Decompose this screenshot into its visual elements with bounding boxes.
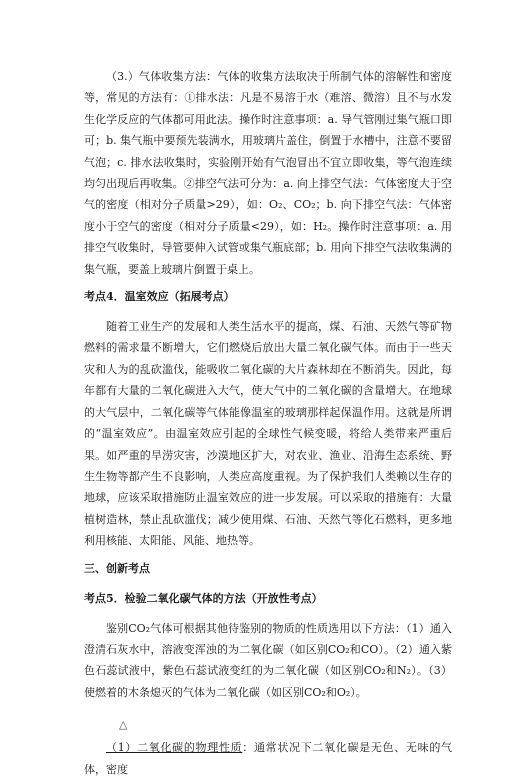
- co2-test-heading: 考点5．检验二氧化碳气体的方法（开放性考点）: [84, 591, 323, 605]
- innovation-heading: 三、创新考点: [84, 561, 150, 575]
- footer-triangle-mark: △: [119, 718, 128, 731]
- greenhouse-heading: 考点4．温室效应（拓展考点）: [84, 290, 235, 304]
- physical-properties-paragraph: [84, 737, 452, 780]
- greenhouse-paragraph: 随着工业生产的发展和人类生活水平的提高，煤、石油、天然气等矿物燃料的需求量不断增大，它们燃烧后放出大量二氧化碳气体。而由于一些天灾和人为的乱砍滥伐，能吸收二氧化碳的大片森林却在不断消失。因此，每年都有大量的二氧化碳进入大气，使大气中的二氧化碳的含量增大。在地球的大气层中，二氧化碳等气体能像温室的玻璃那样起保温作用。这就是所谓的“温室效应”。由温室效应引起的全球性气候变暖，将给人类带来严重后果。如严重的旱涝灾害，沙漠地区扩大，对农业、渔业、沿海生态系统、野生生物等都产生不良影响，人类应高度重视。为了保护我们人类赖以生存的地球，应该采取措施防止温室效应的进一步发展。可以采取的措施有：大量植树造林，禁止乱砍滥伐；减少使用煤、石油、天然气等化石燃料，更多地利用核能、太阳能、风能、地热等。: [84, 320, 452, 548]
- physical-properties-label: （1）二氧化碳的物理性质: [106, 741, 243, 755]
- co2-test-paragraph: 鉴别CO₂气体可根据其他待鉴别的物质的性质选用以下方法：（1）通入澄清石灰水中，溶液变浑浊的为二氧化碳（如区别CO₂和CO）。（2）通入紫色石蕊试液中，紫色石蕊试液变红的为二氧化碳（如区别CO₂和N₂）。（3）使燃着的木条熄灭的气体为二氧化碳（如区别CO₂和O₂）。: [84, 621, 452, 699]
- collection-methods-paragraph: （3.）气体收集方法：气体的收集方法取决于所制气体的溶解性和密度等，常见的方法有：①排水法：凡是不易溶于水（难溶、微溶）且不与水发生化学反应的气体都可用此法。操作时注意事项：a. 导气管刚过集气瓶口即可；b. 集气瓶中要预先装满水，用玻璃片盖住，倒置于水槽中，注意不要留气泡；c. 排水法收集时，实验刚开始有气泡冒出不宜立即收集，等气泡连续均匀出现后再收集。②排空气法可分为：a. 向上排空气法：气体密度大于空气的密度（相对分子质量>29），如：O₂、CO₂；b. 向下排空气法：气体密度小于空气的密度（相对分子质量<29），如：H₂。操作时注意事项：a. 用排空气收集时，导管要伸入试管或集气瓶底部；b. 用向下排空气法收集满的集气瓶，要盖上玻璃片倒置于桌上。: [84, 70, 452, 276]
- physical-properties-text: ：通常状况下二氧化碳是无色、无味的气体，密度: [84, 741, 453, 776]
- document-page: [84, 66, 452, 780]
